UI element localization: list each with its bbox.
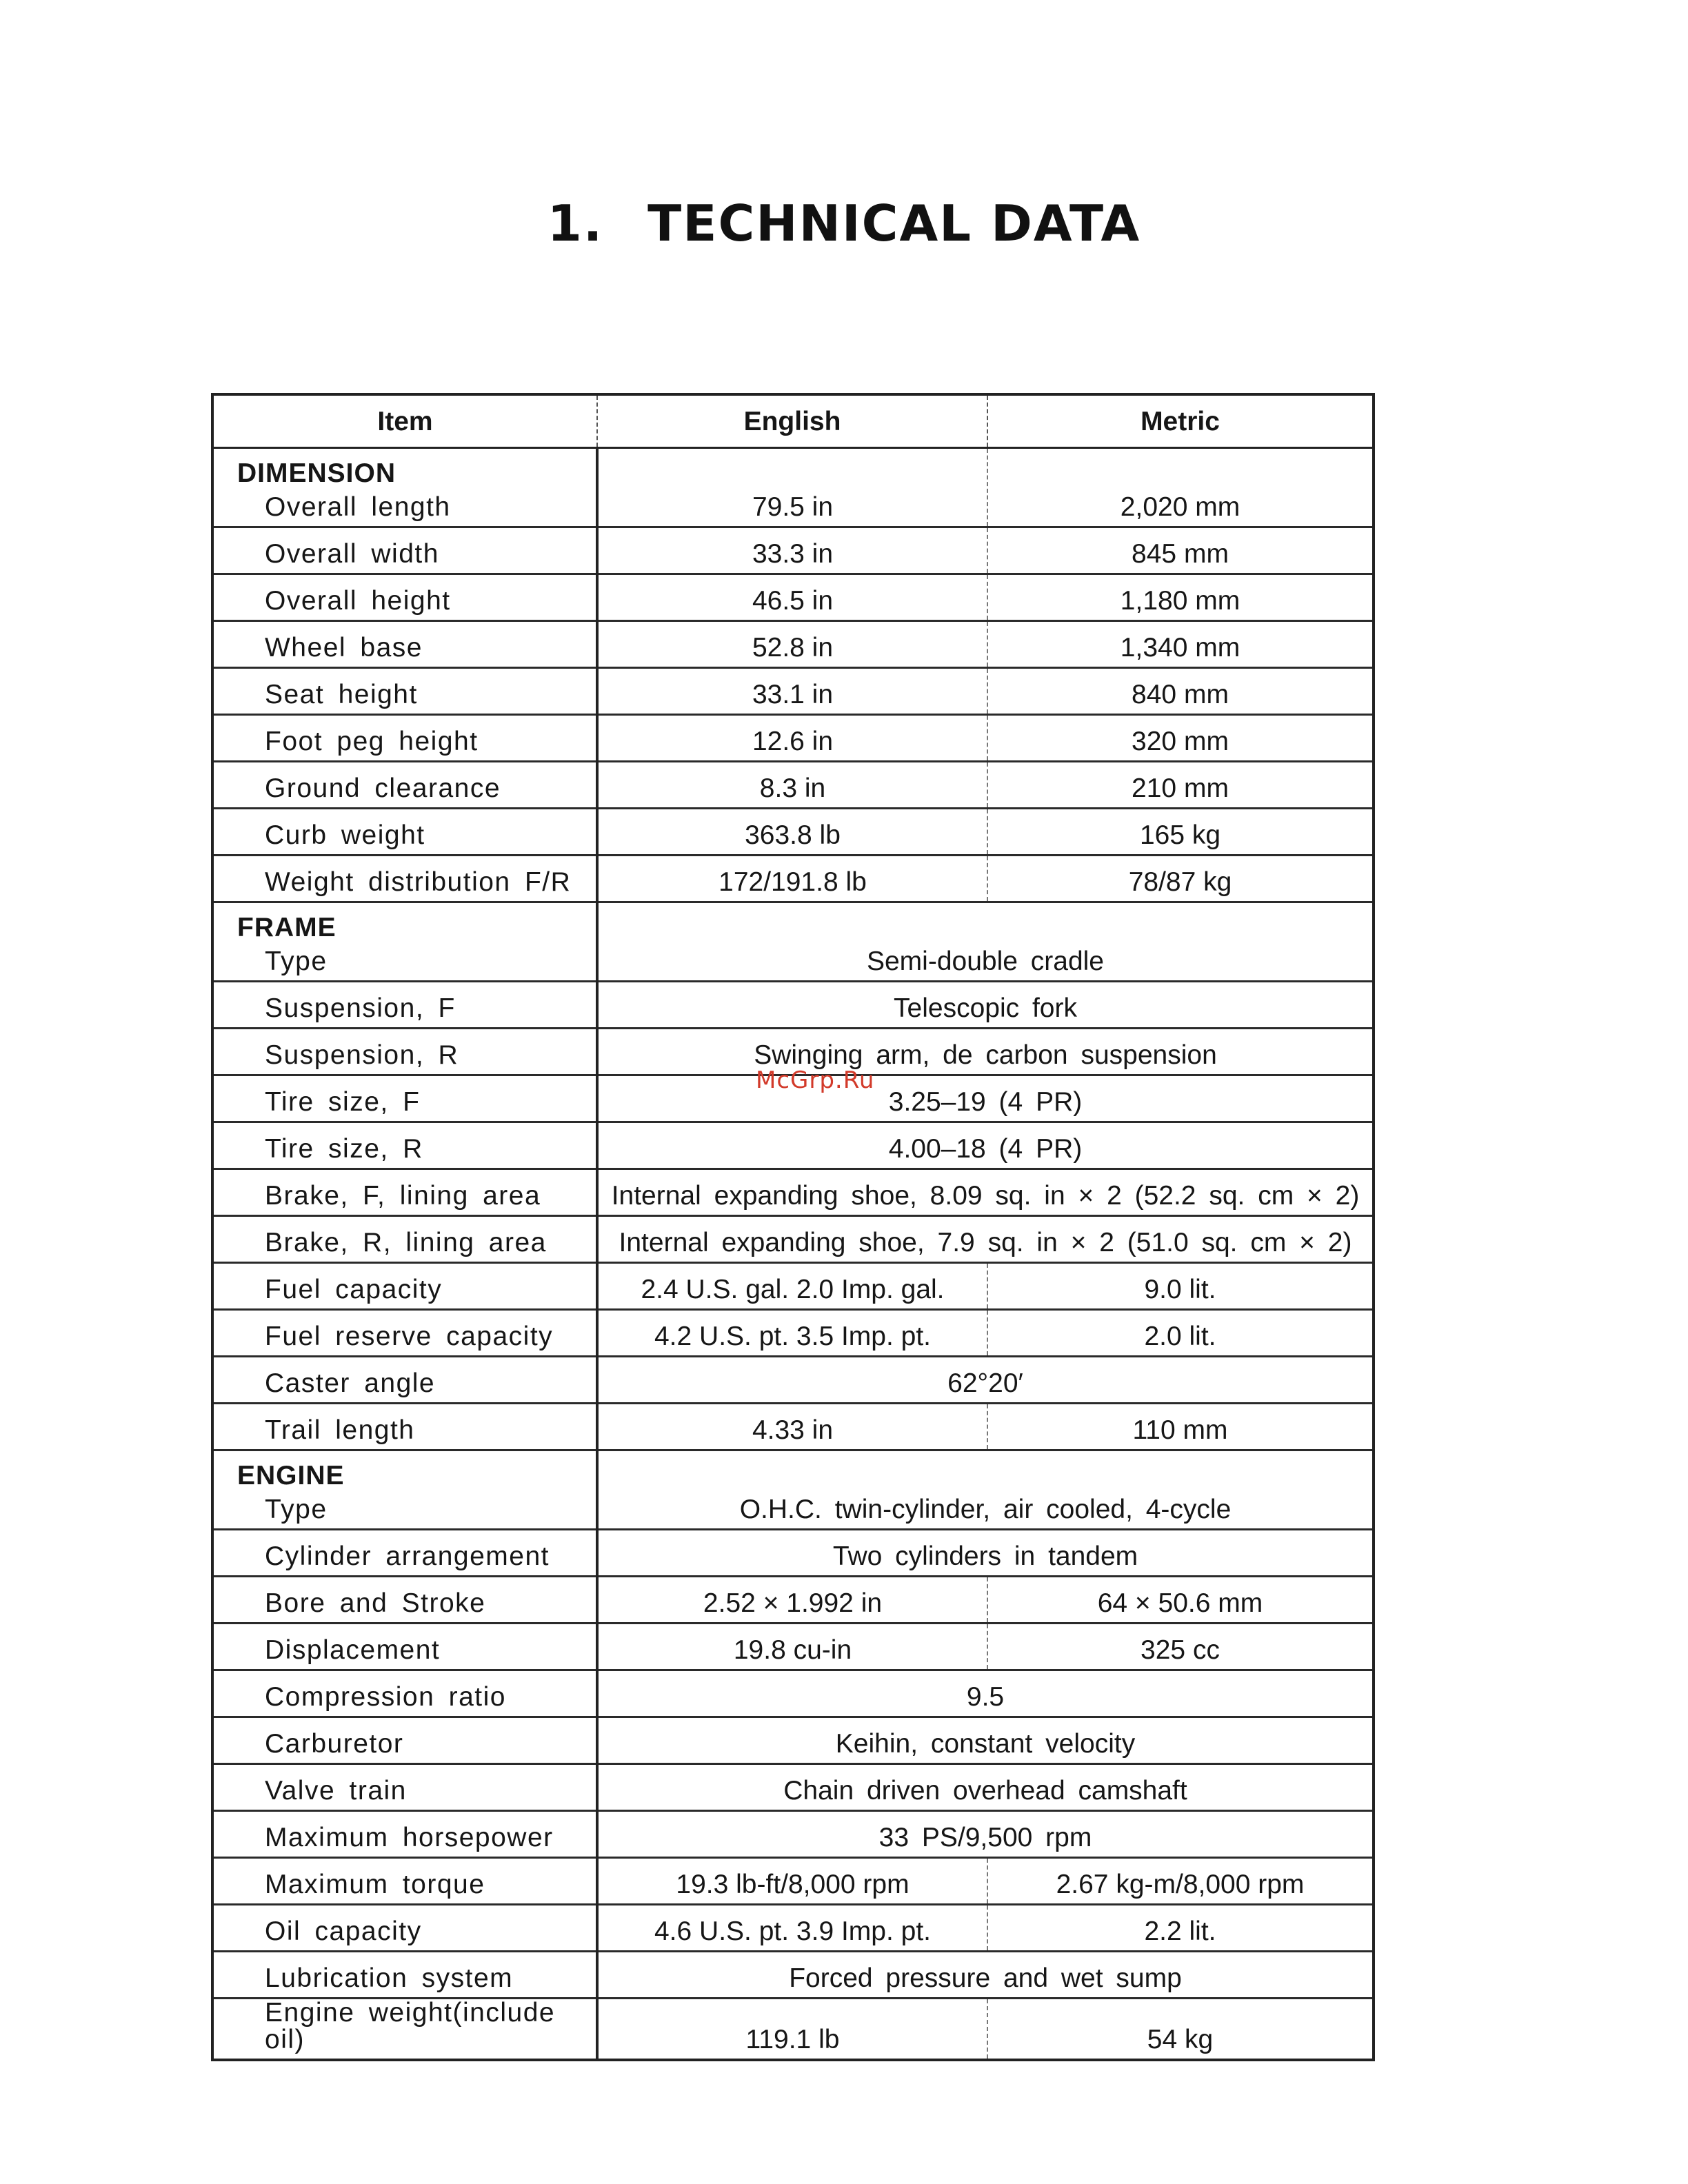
item-label: Lubrication system: [265, 1963, 514, 1993]
english-value-cell: 2.4 U.S. gal. 2.0 Imp. gal.: [597, 1263, 987, 1310]
item-label: Oil capacity: [265, 1917, 422, 1946]
item-label: Seat height: [265, 680, 418, 709]
table-row: [212, 902, 1374, 982]
item-cell: [212, 762, 597, 809]
section-heading: FRAME: [237, 913, 336, 942]
english-value-cell: 4.2 U.S. pt. 3.5 Imp. pt.: [597, 1310, 987, 1357]
table-row: [212, 1717, 1374, 1764]
item-cell: [212, 527, 597, 574]
table-row: [212, 1577, 1374, 1624]
metric-value-cell: 165 kg: [987, 809, 1374, 856]
metric-value-cell: 2.67 kg-m/8,000 rpm: [987, 1858, 1374, 1905]
item-label: Bore and Stroke: [265, 1588, 486, 1618]
table-row: [212, 762, 1374, 809]
metric-value-cell: 64 × 50.6 mm: [987, 1577, 1374, 1624]
column-header-english: English: [597, 394, 987, 448]
spanning-value-cell: Two cylinders in tandem: [597, 1530, 1374, 1577]
table-row: [212, 574, 1374, 621]
item-label: Overall height: [265, 586, 451, 616]
item-label: Suspension, R: [265, 1040, 459, 1070]
spanning-value-cell: Forced pressure and wet sump: [597, 1952, 1374, 1999]
item-cell: [212, 1075, 597, 1122]
item-cell: [212, 574, 597, 621]
spanning-value-cell: Internal expanding shoe, 7.9 sq. in × 2 (51.0 sq. cm × 2): [597, 1216, 1374, 1263]
item-label: Brake, F, lining area: [265, 1181, 541, 1211]
item-label: Curb weight: [265, 820, 425, 850]
spanning-value-cell: Keihin, constant velocity: [597, 1717, 1374, 1764]
metric-value-cell: 325 cc: [987, 1624, 1374, 1670]
item-label: Carburetor: [265, 1729, 404, 1759]
spanning-value-cell: 62°20′: [597, 1357, 1374, 1404]
metric-value-cell: 320 mm: [987, 715, 1374, 762]
item-cell: [212, 1216, 597, 1263]
item-cell: [212, 1029, 597, 1075]
metric-value-cell: 2.2 lit.: [987, 1905, 1374, 1952]
table-row: [212, 1216, 1374, 1263]
spanning-value-cell: Swinging arm, de carbon suspension: [597, 1029, 1374, 1075]
table-row: [212, 1811, 1374, 1858]
metric-value-cell: 845 mm: [987, 527, 1374, 574]
table-row: [212, 1670, 1374, 1717]
table-row: [212, 715, 1374, 762]
item-cell: [212, 715, 597, 762]
item-label: Suspension, F: [265, 993, 456, 1023]
column-header-metric: Metric: [987, 394, 1374, 448]
english-value-cell: 119.1 lb: [597, 1999, 987, 2061]
item-cell: [212, 1811, 597, 1858]
english-value-cell: 4.33 in: [597, 1404, 987, 1450]
item-label: Fuel reserve capacity: [265, 1322, 554, 1351]
technical-data-table: [211, 393, 1375, 2061]
english-value-cell: 2.52 × 1.992 in: [597, 1577, 987, 1624]
spanning-value-cell: 33 PS/9,500 rpm: [597, 1811, 1374, 1858]
item-label: Displacement: [265, 1635, 441, 1665]
table-row: [212, 1263, 1374, 1310]
item-cell: [212, 1999, 597, 2061]
english-value-cell: 4.6 U.S. pt. 3.9 Imp. pt.: [597, 1905, 987, 1952]
table-row: [212, 1404, 1374, 1450]
spanning-value-cell: 4.00–18 (4 PR): [597, 1122, 1374, 1169]
item-label: Wheel base: [265, 633, 423, 663]
spanning-value-cell: O.H.C. twin-cylinder, air cooled, 4-cycle: [597, 1450, 1374, 1530]
item-cell: [212, 1905, 597, 1952]
item-cell: [212, 668, 597, 715]
table-row: [212, 809, 1374, 856]
item-cell: [212, 1858, 597, 1905]
item-cell: [212, 1952, 597, 1999]
table-row: [212, 982, 1374, 1029]
item-label: Type: [265, 947, 328, 976]
table-row: [212, 856, 1374, 902]
technical-data-table-wrap: [211, 393, 1372, 2061]
item-cell: [212, 1670, 597, 1717]
item-label: Maximum torque: [265, 1870, 485, 1899]
metric-value-cell: 210 mm: [987, 762, 1374, 809]
table-row: [212, 1858, 1374, 1905]
column-header-item: Item: [212, 394, 597, 448]
item-label: Trail length: [265, 1415, 415, 1445]
item-label: Maximum horsepower: [265, 1823, 554, 1852]
item-cell: [212, 1764, 597, 1811]
english-value-cell: 33.3 in: [597, 527, 987, 574]
item-cell: [212, 1169, 597, 1216]
item-label: Foot peg height: [265, 727, 479, 756]
item-cell: [212, 621, 597, 668]
item-cell: [212, 1624, 597, 1670]
watermark: McGrp.Ru: [756, 1066, 875, 1094]
section-heading: ENGINE: [237, 1461, 345, 1490]
item-label: Compression ratio: [265, 1682, 506, 1712]
title-number: 1.: [547, 194, 604, 252]
metric-value-cell: 1,340 mm: [987, 621, 1374, 668]
table-row: [212, 621, 1374, 668]
english-value-cell: 33.1 in: [597, 668, 987, 715]
item-label: Tire size, F: [265, 1087, 421, 1117]
item-cell: [212, 1577, 597, 1624]
item-cell: [212, 448, 597, 527]
item-label: Weight distribution F/R: [265, 867, 572, 897]
item-label: Fuel capacity: [265, 1275, 443, 1304]
table-row: [212, 1764, 1374, 1811]
item-label: Type: [265, 1495, 328, 1524]
spanning-value-cell: 3.25–19 (4 PR): [597, 1075, 1374, 1122]
table-row: [212, 1952, 1374, 1999]
english-value-cell: 8.3 in: [597, 762, 987, 809]
english-value-cell: 363.8 lb: [597, 809, 987, 856]
item-label: Engine weight(include oil): [265, 1998, 556, 2054]
item-label: Ground clearance: [265, 774, 501, 803]
metric-value-cell: 2,020 mm: [987, 448, 1374, 527]
table-row: [212, 1122, 1374, 1169]
item-label: Cylinder arrangement: [265, 1541, 550, 1571]
table-body: [212, 448, 1374, 2061]
metric-value-cell: 54 kg: [1147, 2025, 1214, 2054]
item-cell: [212, 1122, 597, 1169]
metric-value-cell: 1,180 mm: [987, 574, 1374, 621]
item-cell: [212, 1530, 597, 1577]
table-row: [212, 668, 1374, 715]
table-row: [212, 1999, 1374, 2061]
item-cell: [212, 982, 597, 1029]
item-cell: [212, 1357, 597, 1404]
item-cell: [212, 809, 597, 856]
english-value-cell: 46.5 in: [597, 574, 987, 621]
item-cell: [212, 1450, 597, 1530]
table-row: [212, 1905, 1374, 1952]
metric-value-cell: 110 mm: [987, 1404, 1374, 1450]
english-value-cell: 52.8 in: [597, 621, 987, 668]
item-cell: [212, 1717, 597, 1764]
item-cell: [212, 1404, 597, 1450]
table-row: [212, 527, 1374, 574]
item-label: Caster angle: [265, 1368, 436, 1398]
english-value-cell: 79.5 in: [597, 448, 987, 527]
spanning-value-cell: Telescopic fork: [597, 982, 1374, 1029]
item-cell: [212, 1310, 597, 1357]
english-value-cell: 19.3 lb-ft/8,000 rpm: [597, 1858, 987, 1905]
page-title: [0, 194, 1688, 252]
spanning-value-cell: 9.5: [597, 1670, 1374, 1717]
section-heading: DIMENSION: [237, 458, 396, 488]
spanning-value-cell: Internal expanding shoe, 8.09 sq. in × 2 (52.2 sq. cm × 2): [597, 1169, 1374, 1216]
table-row: [212, 1310, 1374, 1357]
item-cell: [212, 856, 597, 902]
table-row: [212, 1450, 1374, 1530]
item-label: Valve train: [265, 1776, 407, 1806]
item-label: Overall width: [265, 539, 439, 569]
item-label: Tire size, R: [265, 1134, 423, 1164]
table-header-row: [212, 394, 1374, 448]
table-row: [212, 448, 1374, 527]
metric-value-cell: 9.0 lit.: [987, 1263, 1374, 1310]
english-value-cell: 19.8 cu-in: [597, 1624, 987, 1670]
item-label: Brake, R, lining area: [265, 1228, 547, 1257]
english-value-cell: 172/191.8 lb: [597, 856, 987, 902]
spanning-value-cell: Chain driven overhead camshaft: [597, 1764, 1374, 1811]
table-row: [212, 1357, 1374, 1404]
table-row: [212, 1530, 1374, 1577]
metric-value-cell: 2.0 lit.: [987, 1310, 1374, 1357]
spanning-value-cell: Semi-double cradle: [597, 902, 1374, 982]
item-cell: [212, 902, 597, 982]
title-text: TECHNICAL DATA: [647, 194, 1141, 252]
metric-value-cell: 78/87 kg: [987, 856, 1374, 902]
english-value-cell: 12.6 in: [597, 715, 987, 762]
item-label: Overall length: [265, 492, 451, 522]
table-row: [212, 1169, 1374, 1216]
metric-value-cell: 840 mm: [987, 668, 1374, 715]
item-cell: [212, 1263, 597, 1310]
table-row: [212, 1624, 1374, 1670]
